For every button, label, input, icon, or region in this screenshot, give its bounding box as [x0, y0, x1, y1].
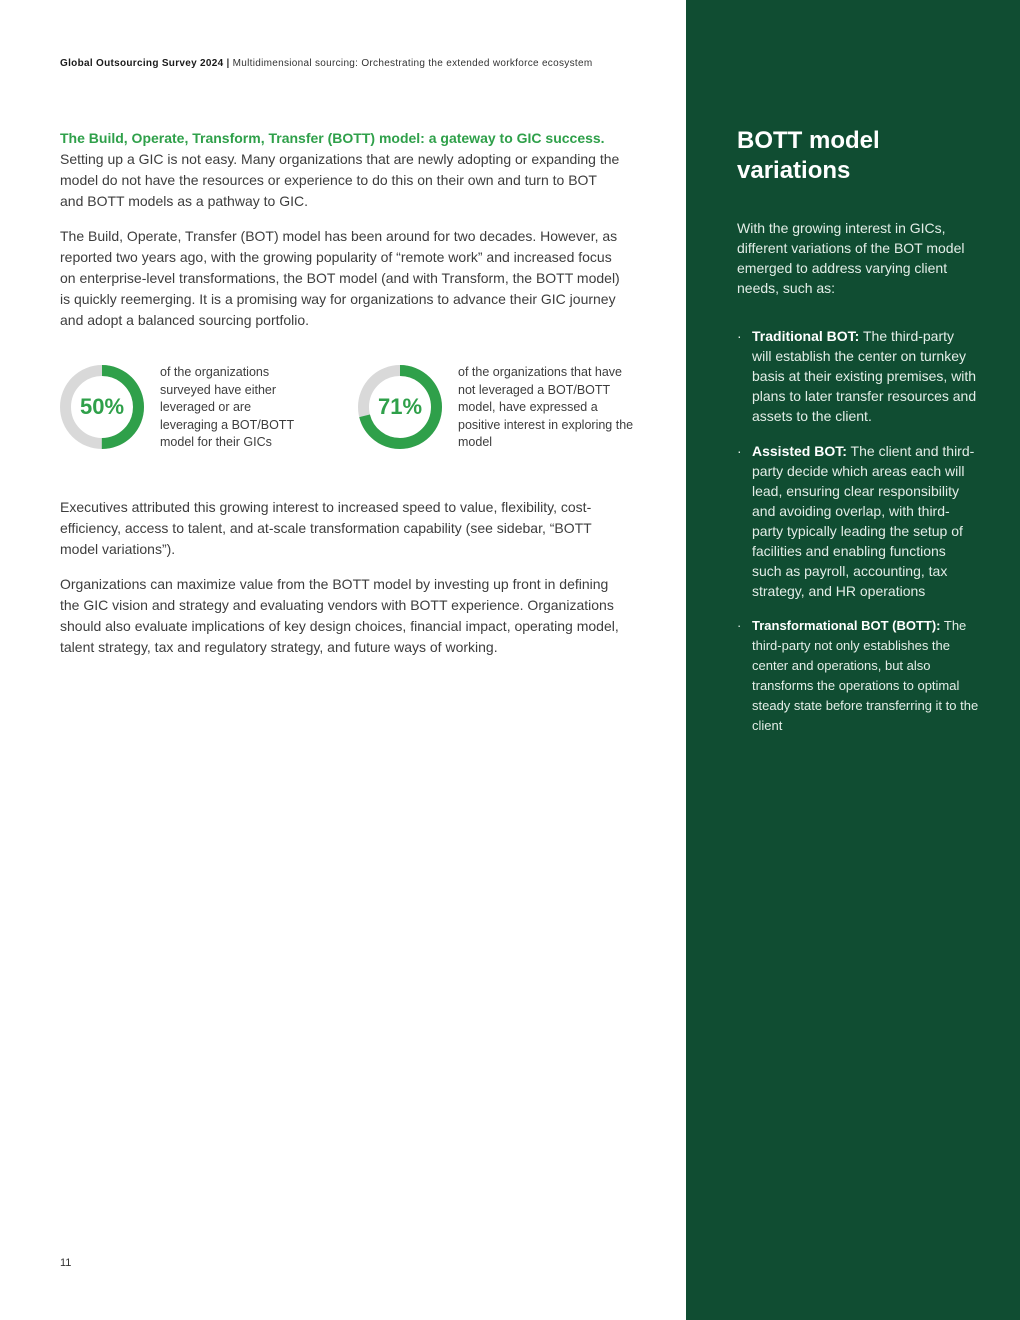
header-title: Global Outsourcing Survey 2024	[60, 58, 224, 69]
stat-positive-interest	[358, 361, 638, 451]
sidebar-intro: With the growing interest in GICs, different variations of the BOT model emerged to address varying client needs, such as:	[737, 220, 965, 296]
stat-leveraged	[60, 361, 310, 451]
variations-list	[737, 326, 977, 736]
main-content	[60, 128, 634, 672]
item-text: The third-party not only establishes the center and operations, but also transforms the operations to optimal steady state before transferring it to the client	[752, 618, 979, 733]
sidebar-content	[737, 126, 977, 751]
stat-value: 71%	[377, 394, 423, 419]
sidebar	[686, 0, 1020, 1320]
stat-description: of the organizations that have not leveraged a BOT/BOTT model, have expressed a positive interest in exploring the model	[458, 365, 634, 449]
item-term: Traditional BOT:	[752, 328, 860, 344]
list-item-assisted-bot	[737, 441, 977, 601]
bullet-icon: ·	[737, 328, 742, 344]
sidebar-title: BOTT model variations	[737, 127, 880, 184]
paragraph-maximize-value: Organizations can maximize value from the BOTT model by investing up front in defining the GIC vision and strategy and evaluating vendors with BOTT experience. Organizations should also evaluate implications of key design choices, financial impact, operating model, talent strategy, tax and regulatory strategy, and future ways of working.	[60, 576, 619, 655]
stats-row	[60, 361, 634, 461]
header-separator: |	[226, 58, 230, 69]
lead-paragraph	[60, 128, 620, 212]
list-item-transformational-bot	[737, 616, 984, 736]
lead-heading: The Build, Operate, Transform, Transfer (BOTT) model: a gateway to GIC success.	[60, 130, 605, 146]
stat-value: 50%	[79, 394, 125, 419]
page-number: 11	[60, 1257, 72, 1269]
paragraph-drivers: Executives attributed this growing interest to increased speed to value, flexibility, cost-efficiency, access to talent, and at-scale transformation capability (see sidebar, “BOTT model variations”).	[60, 499, 592, 557]
bullet-icon: ·	[737, 443, 742, 459]
stat-description: of the organizations surveyed have either leveraged or are leveraging a BOT/BOTT model for their GICs	[160, 365, 294, 449]
item-text: The client and third-party decide which areas each will lead, ensuring clear responsibility and avoiding overlap, with third-party typically leading the setup of facilities and enabling functions such as payroll, accounting, tax strategy, and HR operations	[752, 443, 975, 599]
donut-chart-71	[358, 365, 442, 449]
item-term: Assisted BOT:	[752, 443, 847, 459]
bullet-icon: ·	[737, 618, 742, 633]
running-header	[60, 58, 592, 69]
list-item-traditional-bot	[737, 326, 977, 426]
donut-chart-50	[60, 365, 144, 449]
paragraph-bot-history: The Build, Operate, Transfer (BOT) model has been around for two decades. However, as reported two years ago, with the growing popularity of “remote work” and increased focus on enterprise-level transformations, the BOT model (and with Transform, the BOTT model) is quickly reemerging. It is a promising way for organizations to advance their GIC journey and adopt a balanced sourcing portfolio.	[60, 228, 620, 328]
header-subtitle: Multidimensional sourcing: Orchestrating the extended workforce ecosystem	[232, 58, 593, 69]
lead-text: Setting up a GIC is not easy. Many organizations that are newly adopting or expanding the model do not have the resources or experience to do this on their own and turn to BOT and BOTT models as a pathway to GIC.	[60, 151, 620, 209]
item-text: The third-party will establish the center on turnkey basis at their existing premises, with plans to later transfer resources and assets to the client.	[752, 328, 977, 424]
item-term: Transformational BOT (BOTT):	[752, 618, 941, 633]
